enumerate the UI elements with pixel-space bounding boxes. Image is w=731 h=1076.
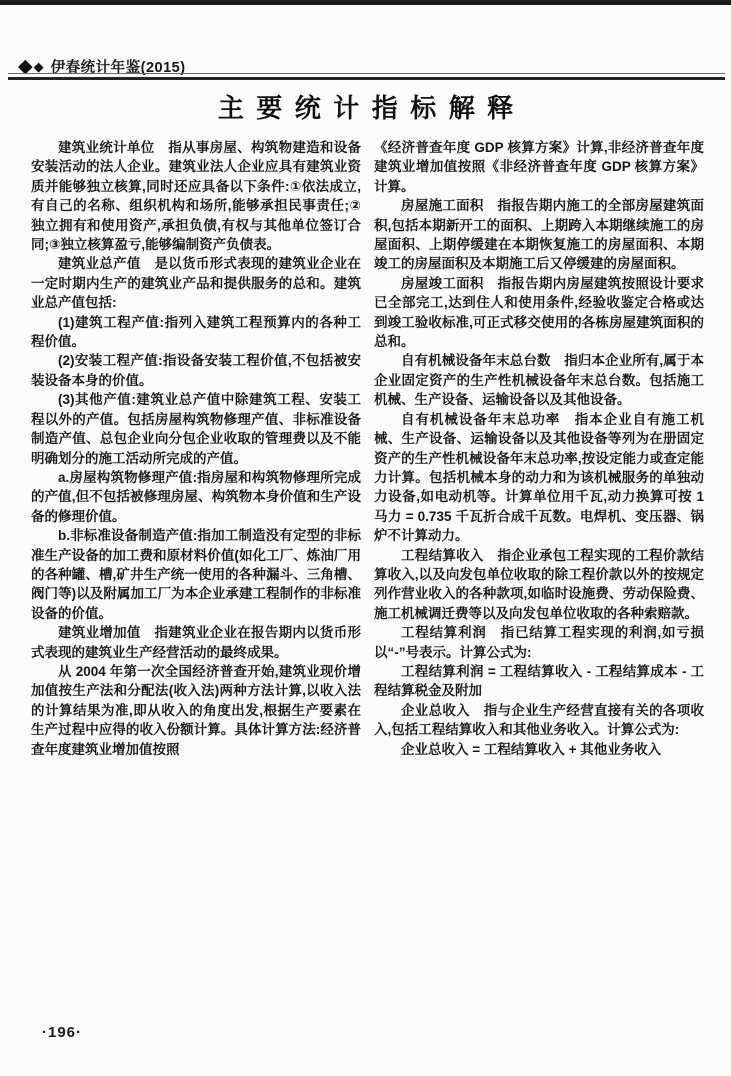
- paragraph-item-a: a.房屋构筑物修理产值:指房屋和构筑物修理所完成的产值,但不包括被修理房屋、构筑物本身价值和生产设备的修理价值。: [31, 469, 361, 524]
- left-column: [31, 138, 361, 759]
- paragraph-census-method: 从 2004 年第一次全国经济普查开始,建筑业现价增加值按生产法和分配法(收入法)两种方法计算,以收入法的计算结果为准,即从收入的角度出发,根据生产要素在生产过程中应得的收入份额计算。具体计算方法:经济普查年度建筑业增加值按照: [31, 663, 361, 757]
- paragraph-construction-statistical-unit: 建筑业统计单位 指从事房屋、构筑物建造和设备安装活动的法人企业。建筑业法人企业应具有建筑业资质并能够独立核算,同时还应具备以下条件:①依法成立,有自己的名称、组织机构和场所,能够承担民事责任;②独立拥有和使用资产,承担负债,有权与其他单位签订合同;③独立核算盈亏,能够编制资产负债表。: [31, 140, 361, 253]
- paragraph-floor-space-under-construction: 房屋施工面积 指报告期内施工的全部房屋建筑面积,包括本期新开工的面积、上期跨入本期继续施工的房屋面积、上期停缓建在本期恢复施工的房屋面积、本期竣工的房屋面积及本期施工后又停缓建的房屋面积。: [374, 198, 704, 272]
- paragraph-floor-space-completed: 房屋竣工面积 指报告期内房屋建筑按照设计要求已全部完工,达到住人和使用条件,经验收鉴定合格或达到竣工验收标准,可正式移交使用的各栋房屋建筑面积的总和。: [374, 275, 704, 350]
- paragraph-income-formula: 企业总收入 = 工程结算收入 + 其他业务收入: [401, 741, 662, 757]
- page-title: 主要统计指标解释: [217, 93, 526, 123]
- paragraph-gdp-scheme-continuation: 《经济普查年度 GDP 核算方案》计算,非经济普查年度建筑业增加值按照《非经济普查年度 GDP 核算方案》计算。: [374, 140, 704, 194]
- paragraph-project-settlement-profit: 工程结算利润 指已结算工程实现的利润,如亏损以“-”号表示。计算公式为:: [374, 625, 704, 660]
- page-number: ·196·: [42, 1024, 83, 1041]
- header-rule: [8, 73, 725, 80]
- diamond-icon: ◆: [18, 56, 33, 77]
- yearbook-title: 伊春统计年鉴(2015): [50, 60, 186, 76]
- paragraph-item-b: b.非标准设备制造产值:指加工制造没有定型的非标准生产设备的加工费和原材料价值(如化工厂、炼油厂用的各种罐、槽,矿井生产统一使用的各种漏斗、三角槽、阀门等)以及附属加工厂为本企业承建工程制作的非标准设备的价值。: [31, 528, 361, 621]
- paragraph-profit-formula: 工程结算利润 = 工程结算收入 - 工程结算成本 - 工程结算税金及附加: [374, 663, 704, 699]
- paragraph-project-settlement-income: 工程结算收入 指企业承包工程实现的工程价款结算收入,以及向发包单位收取的除工程价款以外的按规定列作营业收入的各种款项,如临时设施费、劳动保险费、施工机械调迁费等以及向发包单位收取的各种索赔款。: [374, 547, 704, 621]
- paragraph-item-3: (3)其他产值:建筑业总产值中除建筑工程、安装工程以外的产值。包括房屋构筑物修理产值、非标准设备制造产值、总包企业向分包企业收取的管理费以及不能明确划分的施工活动所完成的产值。: [31, 392, 361, 466]
- paragraph-gross-output-value: 建筑业总产值 是以货币形式表现的建筑业企业在一定时期内生产的建筑业产品和提供服务的总和。建筑业总产值包括:: [31, 256, 361, 311]
- paragraph-total-enterprise-income: 企业总收入 指与企业生产经营直接有关的各项收入,包括工程结算收入和其他业务收入。计算公式为:: [374, 702, 704, 738]
- paragraph-owned-machinery-number: 自有机械设备年末总台数 指归本企业所有,属于本企业固定资产的生产性机械设备年末总台数。包括施工机械、生产设备、运输设备以及其他设备。: [374, 353, 704, 408]
- paragraph-value-added: 建筑业增加值 指建筑业企业在报告期内以货币形式表现的建筑业生产经营活动的最终成果。: [31, 625, 361, 660]
- diamond-icon: ◆: [33, 59, 44, 74]
- right-column: [374, 138, 704, 759]
- page-top-border: [0, 0, 731, 5]
- paragraph-item-1: (1)建筑工程产值:指列入建筑工程预算内的各种工程价值。: [31, 314, 361, 350]
- paragraph-owned-machinery-power: 自有机械设备年末总功率 指本企业自有施工机械、生产设备、运输设备以及其他设备等列为在册固定资产的生产性机械设备年末总功率,按设定能力或查定能力计算。包括机械本身的动力和为该机械服务的单独动力设备,如电动机等。计算单位用千瓦,动力换算可按 1 马力 = 0.735 千瓦折合成千瓦数。电焊机、变压器、锅炉不计算动力。: [374, 411, 704, 544]
- paragraph-item-2: (2)安装工程产值:指设备安装工程价值,不包括被安装设备本身的价值。: [31, 353, 361, 388]
